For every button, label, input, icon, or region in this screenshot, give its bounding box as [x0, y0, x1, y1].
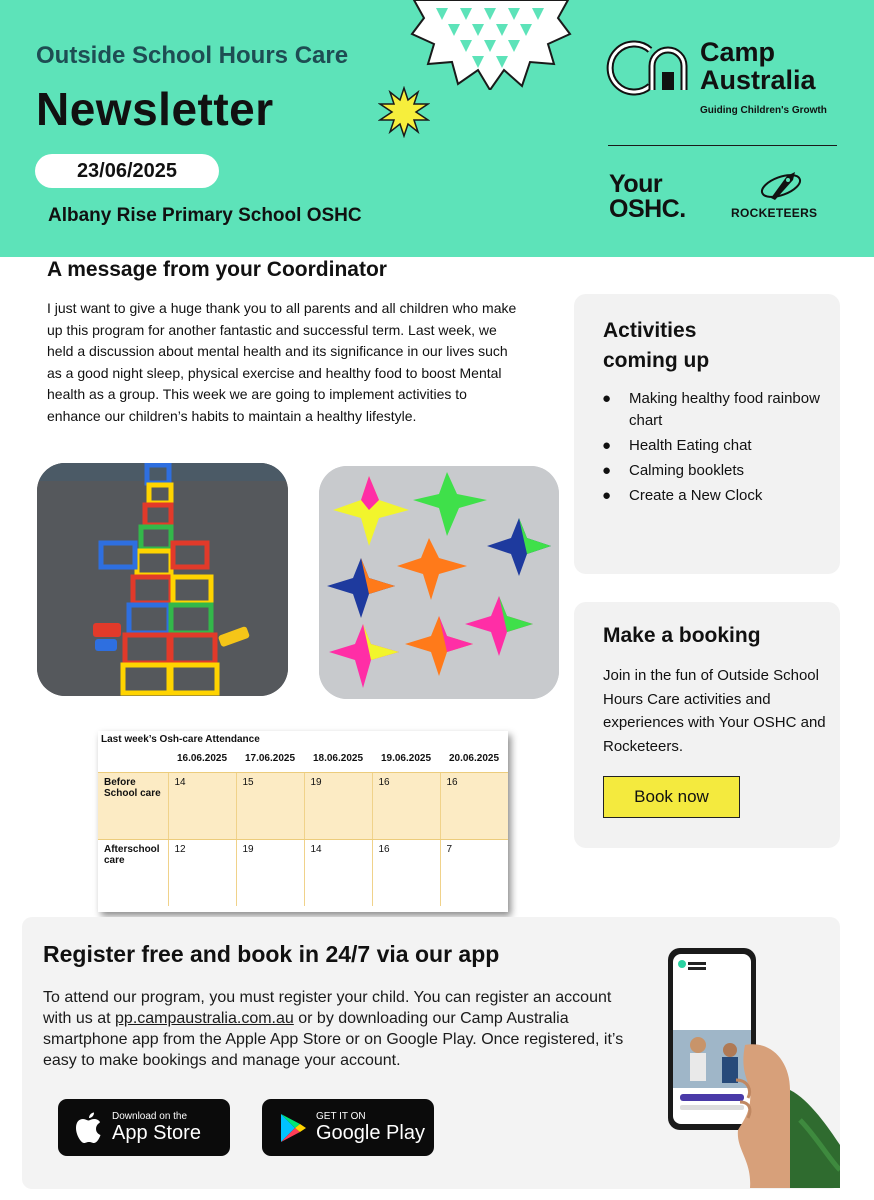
app-store-small-label: Download on the — [112, 1111, 188, 1122]
attendance-header-date: 20.06.2025 — [448, 753, 500, 764]
newsletter-title: Newsletter — [36, 83, 274, 135]
attendance-header-date: 18.06.2025 — [312, 753, 364, 764]
photo-block-track — [37, 463, 288, 696]
app-text-part2: or by downloading our Camp Australia smartphone app from the Apple App Store or on Google Play. Once registered, it’s easy to make bookings and manage your account. — [43, 1010, 624, 1069]
australia-word: Australia — [700, 65, 816, 95]
your-oshc-logo — [609, 172, 686, 222]
app-store-button[interactable] — [58, 1099, 230, 1156]
activities-title — [603, 316, 803, 376]
table-cell: 19 — [304, 773, 372, 840]
camp-australia-wordmark — [700, 38, 816, 94]
attendance-header-row — [98, 745, 508, 773]
table-cell: 15 — [236, 773, 304, 840]
triangle-pattern-badge — [408, 0, 572, 90]
activity-text: Calming booklets — [629, 462, 745, 479]
table-cell: 19 — [236, 840, 304, 907]
attendance-header-date: 16.06.2025 — [176, 753, 228, 764]
google-play-button[interactable] — [262, 1099, 434, 1156]
newsletter-subtitle: Outside School Hours Care — [36, 42, 349, 69]
table-cell: 16 — [372, 773, 440, 840]
table-cell: 12 — [168, 840, 236, 907]
book-now-button[interactable]: Book now — [603, 776, 740, 818]
table-cell: 14 — [168, 773, 236, 840]
attendance-caption: Last week’s Osh-care Attendance — [101, 734, 260, 745]
list-item — [602, 388, 822, 432]
attendance-table — [98, 745, 508, 906]
bullet-icon: ● — [602, 462, 612, 479]
booking-text: Join in the fun of Outside School Hours Care activities and experiences with Your OSHC and Rocketeers. — [603, 667, 826, 755]
rocketeers-logo-text: ROCKETEERS — [731, 206, 818, 220]
app-store-big-label: App Store — [112, 1122, 201, 1144]
table-row — [98, 840, 508, 907]
camp-word: Camp — [700, 37, 776, 67]
app-section-text — [43, 987, 633, 1071]
row-label: Before School care — [98, 773, 168, 840]
coordinator-message: I just want to give a huge thank you to all parents and all children who make up this program for another fantastic and successful term. Last week, we held a discussion about mental health and its significance in our lives such as a good night sleep, physical exercise and healthy food to boost Mental health as a group. This week we are going to implement activities to enhance our children’s habits to maintain a healthy lifestyle. — [47, 300, 517, 424]
google-play-big-label: Google Play — [316, 1122, 425, 1144]
apple-icon — [74, 1111, 104, 1145]
table-cell: 7 — [440, 840, 508, 907]
app-section-title: Register free and book in 24/7 via our app — [43, 941, 500, 967]
bullet-icon: ● — [602, 437, 612, 454]
newsletter-date: 23/06/2025 — [35, 154, 219, 188]
activity-text: Making healthy food rainbow chart — [629, 390, 820, 429]
paper-stars-illustration — [319, 466, 559, 699]
your-oshc-line1: Your — [609, 170, 663, 198]
attendance-table-card — [98, 731, 508, 912]
activity-text: Health Eating chat — [629, 437, 752, 454]
rocket-icon — [757, 168, 807, 202]
block-track-illustration — [37, 463, 288, 696]
bullet-icon: ● — [602, 390, 612, 407]
app-store-labels — [112, 1111, 201, 1144]
school-name: Albany Rise Primary School OSHC — [48, 205, 362, 226]
camp-australia-portal-link[interactable]: pp.campaustralia.com.au — [115, 1010, 294, 1027]
row-label: Afterschool care — [104, 844, 160, 866]
table-row — [98, 773, 508, 840]
activities-list — [602, 388, 822, 510]
activities-title-line1: Activities — [603, 319, 697, 342]
list-item — [602, 435, 822, 457]
google-play-icon — [278, 1112, 308, 1144]
google-play-labels — [316, 1111, 425, 1144]
camp-tagline: Guiding Children's Growth — [700, 105, 827, 116]
sparkle-burst-icon — [378, 86, 430, 138]
table-cell: 16 — [440, 773, 508, 840]
table-cell: 16 — [372, 840, 440, 907]
activities-title-line2: coming up — [603, 349, 710, 372]
activity-text: Create a New Clock — [629, 487, 763, 504]
attendance-header-date: 17.06.2025 — [244, 753, 296, 764]
list-item — [602, 460, 822, 482]
attendance-header-date: 19.06.2025 — [380, 753, 432, 764]
phone-in-hand-illustration — [640, 930, 840, 1188]
list-item — [602, 485, 822, 507]
booking-title: Make a booking — [603, 624, 761, 647]
coordinator-heading: A message from your Coordinator — [47, 258, 387, 281]
header-divider — [608, 145, 837, 146]
camp-australia-logo-icon — [606, 38, 696, 98]
photo-paper-stars — [319, 466, 559, 699]
your-oshc-line2: OSHC. — [609, 195, 686, 223]
google-play-small-label: GET IT ON — [316, 1111, 366, 1122]
table-cell: 14 — [304, 840, 372, 907]
attendance-header-blank — [98, 745, 168, 773]
bullet-icon: ● — [602, 487, 612, 504]
app-text-part1: To attend our program, you must register your child. You can register an account with us at — [43, 989, 612, 1027]
